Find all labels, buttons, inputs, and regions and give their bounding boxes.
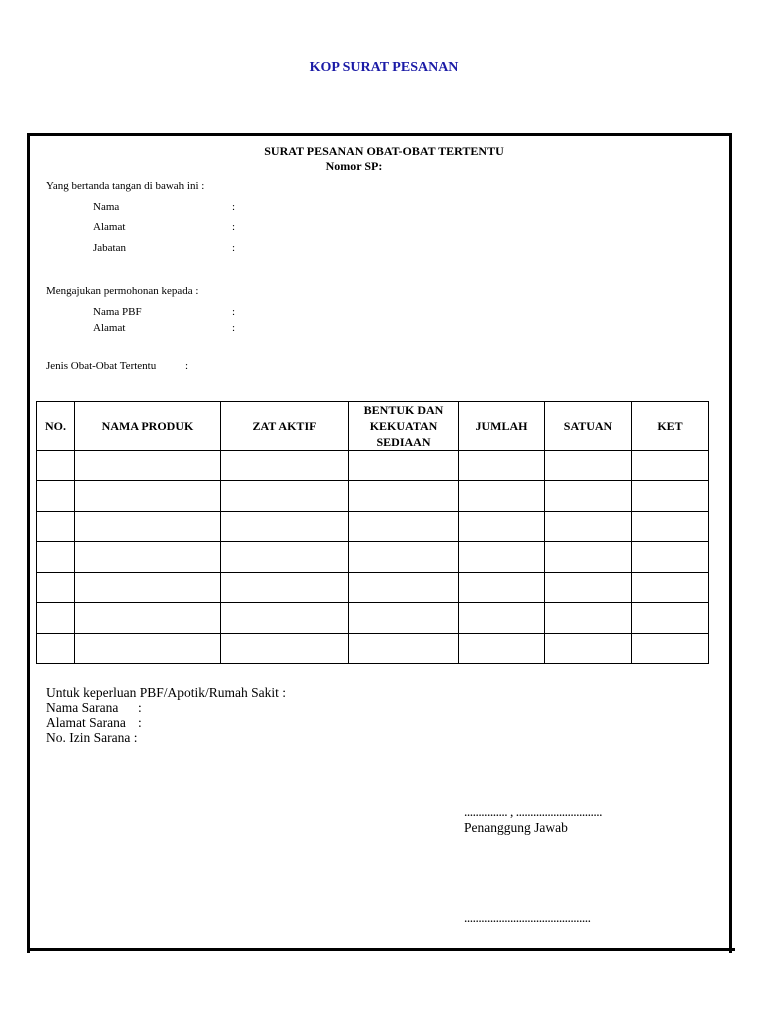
table-cell bbox=[632, 633, 709, 663]
table-cell bbox=[37, 542, 75, 572]
pbf-address-colon: : bbox=[232, 322, 236, 334]
column-header-no: NO. bbox=[37, 402, 75, 451]
table-cell bbox=[37, 511, 75, 541]
bottom-rule bbox=[27, 948, 735, 951]
table-cell bbox=[349, 511, 459, 541]
table-cell bbox=[459, 451, 545, 481]
column-header-remarks: KET bbox=[632, 402, 709, 451]
table-cell bbox=[545, 603, 632, 633]
sp-number-label: Nomor SP: bbox=[325, 159, 383, 173]
table-cell bbox=[221, 451, 349, 481]
table-cell bbox=[459, 603, 545, 633]
order-table bbox=[36, 401, 709, 664]
table-cell bbox=[545, 511, 632, 541]
facility-address-label: Alamat Sarana bbox=[46, 715, 126, 730]
table-cell bbox=[632, 511, 709, 541]
facility-address-colon: : bbox=[138, 715, 142, 730]
table-cell bbox=[545, 572, 632, 602]
table-cell bbox=[221, 542, 349, 572]
table-row bbox=[37, 572, 709, 602]
table-cell bbox=[37, 633, 75, 663]
signer-name-label: Nama bbox=[93, 201, 120, 213]
table-cell bbox=[545, 481, 632, 511]
column-header-unit: SATUAN bbox=[545, 402, 632, 451]
table-cell bbox=[632, 481, 709, 511]
table-cell bbox=[349, 481, 459, 511]
table-cell bbox=[37, 603, 75, 633]
table-cell bbox=[459, 511, 545, 541]
signature-line: ............................................ bbox=[464, 910, 591, 925]
table-header-row bbox=[37, 402, 709, 451]
letterhead-title: KOP SURAT PESANAN bbox=[309, 60, 459, 75]
signer-name-colon: : bbox=[232, 201, 236, 213]
pbf-name-colon: : bbox=[232, 306, 236, 318]
table-cell bbox=[349, 542, 459, 572]
table-cell bbox=[221, 633, 349, 663]
table-cell bbox=[545, 633, 632, 663]
column-header-quantity: JUMLAH bbox=[459, 402, 545, 451]
signer-address-colon: : bbox=[232, 221, 236, 233]
table-cell bbox=[632, 603, 709, 633]
column-header-dosage-form: BENTUK DAN KEKUATAN SEDIAAN bbox=[349, 402, 459, 451]
table-cell bbox=[75, 451, 221, 481]
drug-type-label: Jenis Obat-Obat Tertentu bbox=[46, 360, 157, 372]
signer-address-label: Alamat bbox=[93, 221, 126, 233]
form-title: SURAT PESANAN OBAT-OBAT TERTENTU bbox=[264, 144, 504, 158]
table-cell bbox=[75, 633, 221, 663]
table-cell bbox=[459, 572, 545, 602]
request-intro: Mengajukan permohonan kepada : bbox=[46, 285, 199, 297]
column-header-product-name: NAMA PRODUK bbox=[75, 402, 221, 451]
table-row bbox=[37, 542, 709, 572]
signer-intro: Yang bertanda tangan di bawah ini : bbox=[46, 180, 205, 192]
table-cell bbox=[632, 542, 709, 572]
table-cell bbox=[75, 603, 221, 633]
table-cell bbox=[37, 481, 75, 511]
table-cell bbox=[349, 633, 459, 663]
pbf-name-label: Nama PBF bbox=[93, 306, 142, 318]
drug-type-colon: : bbox=[185, 360, 189, 372]
facility-name-label: Nama Sarana bbox=[46, 700, 119, 715]
table-row bbox=[37, 511, 709, 541]
place-date-line: ............... , .............................. bbox=[464, 804, 602, 819]
signer-position-colon: : bbox=[232, 242, 236, 254]
table-cell bbox=[349, 451, 459, 481]
table-cell bbox=[349, 603, 459, 633]
responsible-person-label: Penanggung Jawab bbox=[464, 820, 568, 835]
table-cell bbox=[545, 451, 632, 481]
table-cell bbox=[459, 542, 545, 572]
table-row bbox=[37, 481, 709, 511]
facility-name-colon: : bbox=[138, 700, 142, 715]
table-cell bbox=[37, 451, 75, 481]
table-cell bbox=[632, 451, 709, 481]
table-cell bbox=[221, 572, 349, 602]
pbf-address-label: Alamat bbox=[93, 322, 126, 334]
facility-license-label: No. Izin Sarana : bbox=[46, 730, 138, 745]
table-cell bbox=[75, 481, 221, 511]
table-cell bbox=[349, 572, 459, 602]
table-cell bbox=[221, 603, 349, 633]
column-header-active-substance: ZAT AKTIF bbox=[221, 402, 349, 451]
table-cell bbox=[632, 572, 709, 602]
table-row bbox=[37, 633, 709, 663]
table-row bbox=[37, 603, 709, 633]
table-cell bbox=[221, 511, 349, 541]
table-cell bbox=[221, 481, 349, 511]
table-cell bbox=[545, 542, 632, 572]
table-cell bbox=[75, 572, 221, 602]
table-cell bbox=[459, 481, 545, 511]
table-row bbox=[37, 451, 709, 481]
signer-position-label: Jabatan bbox=[93, 242, 126, 254]
table-cell bbox=[459, 633, 545, 663]
table-cell bbox=[75, 542, 221, 572]
facility-intro: Untuk keperluan PBF/Apotik/Rumah Sakit : bbox=[46, 685, 286, 700]
table-cell bbox=[75, 511, 221, 541]
table-cell bbox=[37, 572, 75, 602]
